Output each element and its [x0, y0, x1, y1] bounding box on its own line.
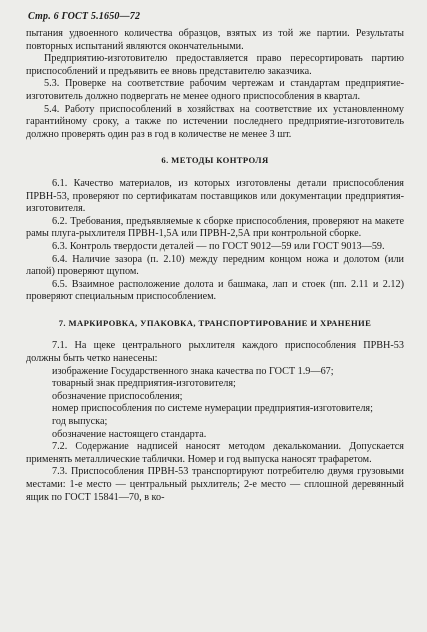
- page-body: [26, 28, 404, 504]
- paragraph: 6.4. Наличие зазора (п. 2.10) между передним концом ножа и долотом (или лапой) проверяют щупом.: [26, 253, 404, 278]
- paragraph: 7.3. Приспособления ПРВН-53 транспортируют потребителю двумя грузовыми местами: 1-е место — центральный рыхлитель; 2-е место — сплошной деревянный ящик по ГОСТ 15841—70, в ко-: [26, 466, 404, 503]
- paragraph: Предприятию-изготовителю предоставляется право пересортировать партию приспособлений и предъявить ее вновь представителю заказчика.: [26, 53, 404, 77]
- paragraph: 5.4. Работу приспособлений в хозяйствах на соответствие их установленному гарантийному сроку, а также по истечении последнего предприятие-изготовитель должно проверять один раз в год в количестве не менее 3 шт.: [26, 103, 404, 140]
- list-item: обозначение приспособления;: [52, 390, 183, 402]
- list-item: номер приспособления по системе нумерации предприятия-изготовителя;: [52, 403, 373, 415]
- list-item: год выпуска;: [52, 416, 108, 428]
- paragraph: 7.2. Содержание надписей наносят методом декалькомании. Допускается применять металлические таблички. Номер и год выпуска наносят трафаретом.: [26, 441, 404, 465]
- page-header: Стр. 6 ГОСТ 5.1650—72: [28, 11, 141, 22]
- paragraph: 6.3. Контроль твердости деталей — по ГОСТ 9012—59 или ГОСТ 9013—59.: [52, 240, 385, 252]
- paragraph: 7.1. На щеке центрального рыхлителя каждого приспособления ПРВН-53 должны быть четко нанесены:: [26, 340, 404, 365]
- paragraph: пытания удвоенного количества образцов, взятых из той же партии. Результаты повторных испытаний являются окончательными.: [26, 28, 404, 52]
- list-item: товарный знак предприятия-изготовителя;: [52, 378, 236, 390]
- section-heading-6: 6. МЕТОДЫ КОНТРОЛЯ: [161, 155, 269, 166]
- section-heading-7: 7. МАРКИРОВКА, УПАКОВКА, ТРАНСПОРТИРОВАНИЕ И ХРАНЕНИЕ: [58, 317, 372, 328]
- paragraph: 6.2. Требования, предъявляемые к сборке приспособления, проверяют на макете рамы плуга-рыхлителя ПРВН-1,5А или ПРВН-2,5А при контрольной сборке.: [26, 215, 404, 240]
- list-item: изображение Государственного знака качества по ГОСТ 1.9—67;: [52, 365, 334, 377]
- paragraph: 6.1. Качество материалов, из которых изготовлены детали приспособления ПРВН-53, проверяют по сертификатам поставщиков или документации предприятия-изготовителя.: [26, 177, 404, 215]
- list-item: обозначение настоящего стандарта.: [52, 428, 207, 440]
- paragraph: 6.5. Взаимное расположение долота и башмака, лап и стоек (пп. 2.11 и 2.12) проверяют специальным приспособлением.: [26, 278, 404, 303]
- paragraph: 5.3. Проверке на соответствие рабочим чертежам и стандартам предприятие-изготовитель должно подвергать не менее одного приспособления в квартал.: [26, 78, 404, 102]
